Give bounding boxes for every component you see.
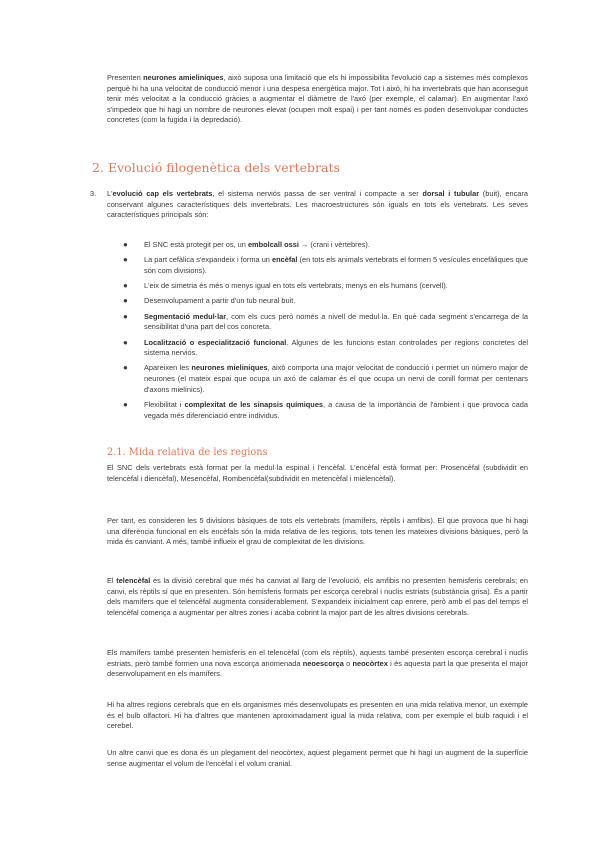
bullet-icon: ● xyxy=(123,296,128,306)
section-title: Evolució filogenètica dels vertebrats xyxy=(108,160,340,175)
text-part: (en tots els animals vertebrats el formen 5 vesícules encefàliques que són com divisions). xyxy=(144,255,528,275)
bold-term: neocòrtex xyxy=(352,658,388,668)
text-part: , el sistema nerviós passa de ser ventral i compacte a ser xyxy=(212,189,423,198)
list-item xyxy=(123,240,528,251)
intro-text-part: Presenten xyxy=(107,73,144,82)
intro-bold-term: neurones amieliniques xyxy=(143,73,224,82)
bold-term: neurones mieliniques xyxy=(191,363,268,373)
list-item xyxy=(123,400,528,421)
text-part: La part cefàlica s'expandeix i forma un xyxy=(144,255,272,265)
bullet-icon: ● xyxy=(123,255,128,265)
bold-term: embolcall ossi xyxy=(247,240,299,249)
text-part: Els mamífers també presenten hemisferis en el telencèfal (com els rèptils), aquests també presenten escorça cerebral i nuclis estriats, però també formen una nova escorça anomenada xyxy=(107,648,528,668)
characteristics-list xyxy=(123,240,528,426)
bullet-icon: ● xyxy=(123,311,128,321)
intro-paragraph xyxy=(107,73,528,126)
paragraph-text: Hi ha altres regions cerebrals que en els organismes més desenvolupats es presenten en una mida relativa menor, un exemple és el bulb olfactori. Hi ha d'altres que mantenen aproximadament igual la mida relativa, com per exemple el bulb raquidi i el cerebel. xyxy=(107,700,528,731)
paragraph-text: Per tant, es consideren les 5 divisions bàsiques de tots els vertebrats (mamífers, rèptils i amfibis). El que provoca que hi hagi una diferència funcional en els encèfals són la mida relativa de les regions, tots tenen les mateixes divisions bàsiques, però la mida és canviant. A més, també influeix el grau de complexitat de les divisions. xyxy=(107,516,528,547)
list-item xyxy=(123,363,528,395)
bullet-icon: ● xyxy=(123,399,128,409)
paragraph-6 xyxy=(107,748,528,769)
text-part: El xyxy=(107,576,117,585)
item-number: 3. xyxy=(90,189,97,198)
section-heading-2 xyxy=(92,160,340,176)
bullet-icon: ● xyxy=(123,281,128,291)
item-3-text xyxy=(107,189,528,221)
intro-text-part: , això suposa una limitació que els hi impossibilita l'evolució cap a sistemes més complexos perquè hi ha una velocitat de conducció menor i una despesa energètica major. Tot i això, hi ha invertebrats que han aconseguit tenir més velocitat a la conducció gràcies a augmentar el diàmetre de l'axó (per exemple, el calamar). En augmentar l'axó s'impedeix que hi hagi un nombre de neurones elevat (ocupen molt espai) i per tant només es poden desenvolupar conductes concretes (com la fugida i la depredació). xyxy=(107,73,528,125)
text-part: L' xyxy=(107,189,113,198)
bold-term: Segmentació medul·lar xyxy=(144,311,227,321)
section-number: 2. xyxy=(92,160,104,175)
text-part: Desenvolupament a partir d'un tub neural buit. xyxy=(144,296,296,306)
bold-term: evolució cap els vertebrats xyxy=(112,189,213,198)
text-part: El SNC està protegit per os, un xyxy=(144,240,248,249)
text-part: , com els cucs però només a nivell de medul·la. En què cada segment s'encarrega de la sensibilitat d'una part del cos concreta. xyxy=(144,311,528,332)
paragraph-2 xyxy=(107,516,528,548)
paragraph-4 xyxy=(107,648,528,680)
text-part: o xyxy=(343,658,353,668)
bold-term: dorsal i tubular xyxy=(422,189,480,198)
paragraph-5 xyxy=(107,700,528,732)
text-part: , a causa de la importància de l'ambient i que provoca cada vegada més diferenciació entre individus. xyxy=(144,399,529,420)
paragraph-text: El SNC dels vertebrats està format per la medul·la espinal i l'encèfal. L'encèfal està format per: Prosencèfal (subdividit en telencèfal i diencèfal), Mesencèfal, Rombencèfal(subdividit en metencèfal i mielencèfal). xyxy=(107,463,528,483)
bullet-icon: ● xyxy=(123,240,128,249)
subsection-heading-2-1: 2.1. Mida relativa de les regions xyxy=(107,447,268,458)
text-part: (buit), encara conservant algunes característiques dels invertebrats. Les macroestructures són iguals en tots els vertebrats. Les seves característiques principals són: xyxy=(107,189,528,220)
paragraph-text xyxy=(107,648,528,680)
text-part: Flexibilitat i xyxy=(144,399,185,409)
list-item xyxy=(123,338,528,359)
bold-term: telencèfal xyxy=(116,576,151,585)
bold-term: complexitat de les sinapsis químiques xyxy=(184,399,324,409)
list-item xyxy=(123,312,528,333)
bullet-icon: ● xyxy=(123,337,128,347)
intro-text xyxy=(107,73,528,126)
list-item xyxy=(123,281,528,292)
bold-term: encèfal xyxy=(271,255,298,265)
numbered-item-3 xyxy=(90,189,528,221)
paragraph-text: Un altre canvi que es dona és un plegament del neocòrtex, aquest plegament permet que hi hagi un augment de la superfície sense augmentar el volum de l'encèfal i el volum cranial. xyxy=(107,748,528,768)
text-part: és la divisió cerebral que més ha canviat al llarg de l'evolució, els amfibis no presenten hemisferis cerebrals; en canvi, els rèptils sí que en presenten. Són hemisferis formats per escorça cerebral i nuclis estriats (substància grisa). És a partir dels mamífers que el telencèfal augmenta considerablement. S'expandeix inicialment cap enrere, però amb el pas del temps el telencèfal comença a augmentar per altres zones i acaba cobrint la major part de les altres divisions cerebrals. xyxy=(107,576,529,617)
bold-term: neoescorça xyxy=(302,658,344,668)
text-part: , això comporta una major velocitat de conducció i permet un número major de neurones (el mateix espai que ocupa un axó de calamar és el que ocupa un nervi de conill format per centenars d'axons mielínics). xyxy=(144,363,528,394)
bold-term: Localització o especialització funcional xyxy=(144,337,287,347)
paragraph-3 xyxy=(107,576,528,618)
text-part: L'eix de simetria és més o menys igual en tots els vertebrats, menys en els humans (cervell). xyxy=(144,281,448,291)
bullet-icon: ● xyxy=(123,363,128,373)
list-item xyxy=(123,296,528,307)
paragraph-1 xyxy=(107,463,528,484)
text-part: . Algunes de les funcions estan controlades per regions concretes del sistema nerviós. xyxy=(144,337,528,358)
text-part: Apareixen les xyxy=(144,363,192,373)
text-part: → (crani i vèrtebres). xyxy=(298,240,370,249)
list-item xyxy=(123,255,528,276)
paragraph-text xyxy=(107,576,528,618)
text-part: i és aquesta part la que presenta el major desenvolupament en els mamífers. xyxy=(107,658,528,679)
